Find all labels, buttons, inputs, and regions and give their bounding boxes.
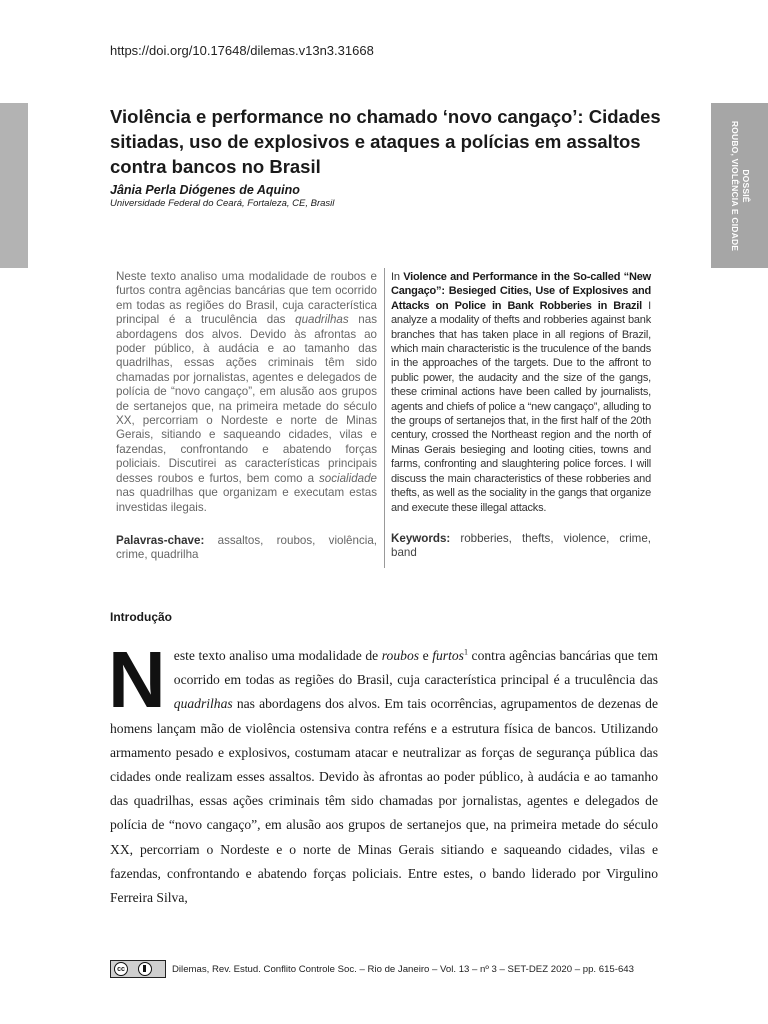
section-tab [711,103,768,268]
journal-citation: Dilemas, Rev. Estud. Conflito Controle Soc. – Rio de Janeiro – Vol. 13 – nº 3 – SET-DEZ 2020 – pp. 615-643 [172,963,634,975]
body-text: e [419,648,433,663]
body-italic: quadrilhas [173,696,233,712]
keywords-portuguese [116,534,377,563]
section-tab-line2: ROUBO, VIOLÊNCIA E CIDADE [729,120,740,251]
abstract-en-text: I analyze a modality of thefts and robberies against bank branches that has taken place in all regions of Brazil, which main characteristic is the truculence of the bands in the approaches of the targets. Due to the affront to public power, the audacity and the size of the gangs, these criminal actions have been called by journalists, agents and chiefs of police a “new cangaço”, alluding to the groups of sertanejos that, in the first half of the 20th century, crossed the Northeast region and the north of Minas Gerais besieging and looting cities, towns and farms, confronting and slaughtering police forces. I will discuss the main characteristics of these robberies and thefts, as well as the sociality in the gangs that organize and execute these illegal attacks. [391,299,652,514]
author-affiliation: Universidade Federal do Ceará, Fortaleza, CE, Brasil [110,198,335,209]
body-italic: roubos [381,648,420,663]
section-tab-line1: DOSSIÊ [740,168,751,203]
body-text: este texto analiso uma modalidade de [173,648,382,663]
introduction-body [108,635,658,910]
column-divider [384,268,385,568]
body-text: nas abordagens dos alvos. Em tais ocorrências, agrupamentos de dezenas de homens lançam mão de violência ostensiva contra reféns e a estrutura física de bancos. Utilizando armamento pesado e explosivos, costumam atacar e neutralizar as forças de segurança pública das cidades onde realizam esses assaltos. Devido às afrontas ao poder público, à audácia e ao tamanho das quadrilhas, essas ações criminais têm sido chamadas por jornalistas, agentes e delegados de polícia de “novo cangaço”, em alusão aos grupos de sertanejos que, na primeira metade do século XX, percorriam o Nordeste e o norte de Minas Gerais sitiando e saqueando cidades, vilas e fazendas, confrontando e abatendo forças policiais. Entre estes, o bando liderado por Virgulino Ferreira Silva, [110,696,658,906]
drop-cap: N [108,635,166,724]
left-margin-band [0,103,28,268]
page-footer [110,960,634,978]
abstract-en-prefix: In [391,271,404,283]
abstract-pt-italic: socialidade [318,471,377,485]
cc-icon: cc [114,962,128,976]
body-italic: furtos [432,648,464,663]
article-title: Violência e performance no chamado ‘novo cangaço’: Cidades sitiadas, uso de explosivos e ataques a polícias em assaltos contra bancos no Brasil [110,106,661,177]
doi-link[interactable]: https://doi.org/10.17648/dilemas.v13n3.31668 [110,43,374,58]
cc-license-badge[interactable] [110,960,166,978]
abstract-pt-text: nas quadrilhas que organizam e executam estas investidas ilegais. [116,486,377,514]
body-text: contra agências bancárias que tem ocorrido em todas as regiões do Brasil, cuja característica principal é a truculência das [173,648,658,688]
introduction-heading: Introdução [110,610,172,624]
abstract-english [391,270,651,515]
keywords-en-label: Keywords: [391,532,451,545]
abstract-portuguese [116,270,377,515]
section-tab-text [729,120,751,250]
abstract-pt-text: nas abordagens dos alvos. Devido às afrontas ao poder público, à audácia e ao tamanho das quadrilhas, essas ações criminais têm sido chamadas por jornalistas, agentes e delegados de polícia de “novo cangaço”, em alusão aos grupos de sertanejos que, na primeira metade do século XX, percorriam o Nordeste e norte de Minas Gerais, sitiando e saqueando cidades, vilas e fazendas, confrontando e abatendo forças policiais. Discutirei as características principais desses roubos e furtos, bem como a [116,313,377,485]
abstract-en-title: Violence and Performance in the So-called “New Cangaço”: Besieged Cities, Use of Explosives and Attacks on Police in Bank Robberies in Brazil [391,271,651,312]
footnote-ref[interactable]: 1 [463,647,468,657]
abstract-pt-italic: quadrilhas [295,313,349,327]
keywords-english [391,532,651,561]
keywords-pt-list: assaltos, roubos, violência, crime, quadrilha [116,534,377,562]
keywords-en-list: robberies, thefts, violence, crime, band [391,532,651,560]
keywords-pt-label: Palavras-chave: [116,534,205,547]
attribution-icon [138,962,152,976]
author-name: Jânia Perla Diógenes de Aquino [110,183,300,197]
abstract-pt-text: Neste texto analiso uma modalidade de roubos e furtos contra agências bancárias que tem ocorrido em todas as regiões do Brasil, cuja característica principal é a truculência das [116,270,377,327]
